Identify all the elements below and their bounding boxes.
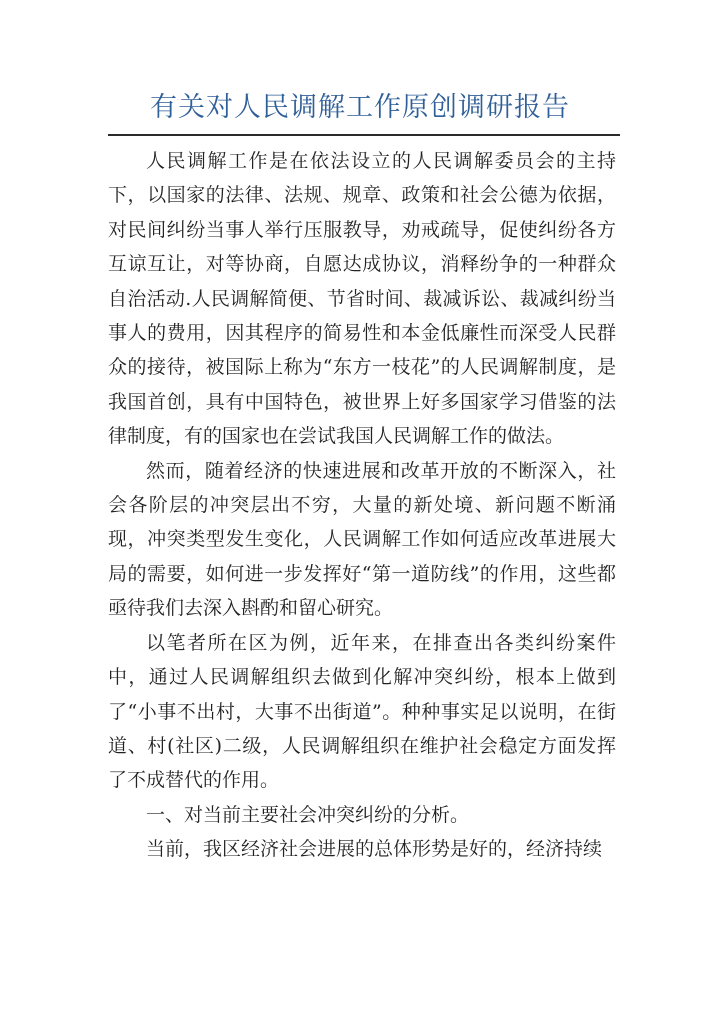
paragraph-3: 以笔者所在区为例，近年来，在排查出各类纠纷案件中，通过人民调解组织去做到化解冲突纠纷，根本上做到了“小事不出村，大事不出街道”。种种事实足以说明，在街道、村(社区)二级，人民调解组织在维护社会稳定方面发挥了不成替代的作用。 xyxy=(108,631,616,792)
document-body xyxy=(108,144,616,867)
paragraph-4: 当前，我区经济社会进展的总体形势是好的，经济持续 xyxy=(146,838,603,861)
document-title: 有关对人民调解工作原创调研报告 xyxy=(150,92,570,123)
title-underline xyxy=(108,134,620,136)
section-heading-1: 一、对当前主要社会冲突纠纷的分析。 xyxy=(146,803,470,826)
paragraph-1: 人民调解工作是在依法设立的人民调解委员会的主持下，以国家的法律、法规、规章、政策和社会公德为依据，对民间纠纷当事人举行压服教导，劝戒疏导，促使纠纷各方互谅互让，对等协商，自愿达成协议，消释纷争的一种群众自治活动.人民调解简便、节省时间、裁减诉讼、裁减纠纷当事人的费用，因其程序的简易性和本金低廉性而深受人民群众的接待，被国际上称为“东方一枝花”的人民调解制度，是我国首创，具有中国特色，被世界上好多国家学习借鉴的法律制度，有的国家也在尝试我国人民调解工作的做法。 xyxy=(108,150,616,448)
paragraph-2: 然而，随着经济的快速进展和改革开放的不断深入，社会各阶层的冲突层出不穷，大量的新处境、新问题不断涌现，冲突类型发生变化，人民调解工作如何适应改革进展大局的需要，如何进一步发挥好“第一道防线”的作用，这些都亟待我们去深入斟酌和留心研究。 xyxy=(108,459,616,620)
